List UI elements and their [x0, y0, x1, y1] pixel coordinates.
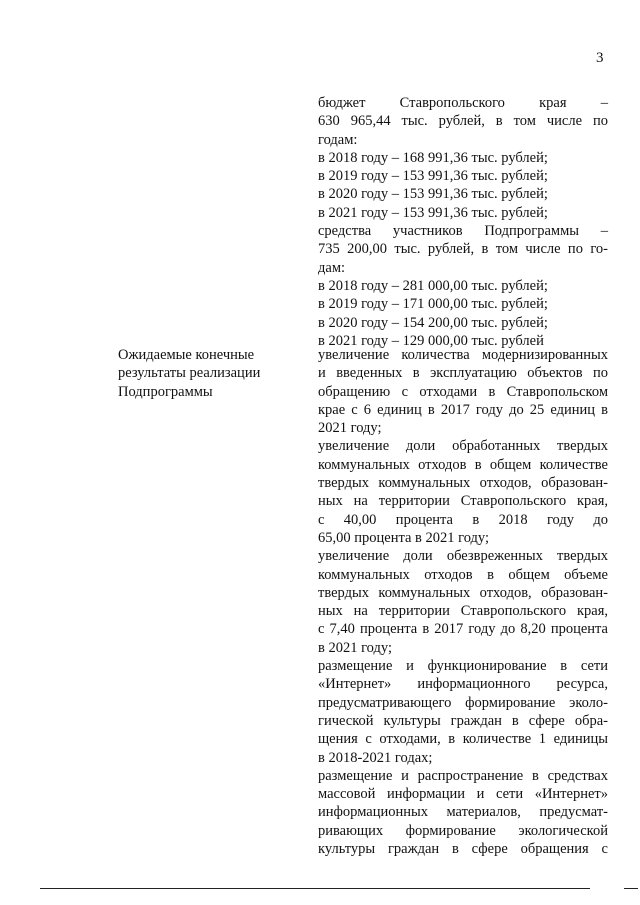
text-line: в 2021 году; — [318, 639, 392, 656]
text-line: в 2018 году – 168 991,36 тыс. рублей; — [318, 149, 548, 166]
text-line: с 40,00 процента в 2018 году до — [318, 511, 608, 528]
text-line: ривающих формирование экологической — [318, 822, 608, 839]
text-line: 735 200,00 тыс. рублей, в том числе по го- — [318, 241, 608, 258]
expected-results-label — [118, 346, 298, 401]
text-line: коммунальных отходов в общем объеме — [318, 566, 608, 583]
text-line: предусматривающего формирование эколо- — [318, 694, 608, 711]
text-line: с 7,40 процента в 2017 году до 8,20 процента — [318, 621, 608, 638]
text-line: в 2021 году – 129 000,00 тыс. рублей — [318, 332, 544, 349]
text-line: 65,00 процента в 2021 году; — [318, 529, 490, 546]
text-line: результаты реализации — [118, 365, 261, 382]
text-line: бюджет Ставропольского края – — [318, 95, 608, 111]
footer-rule — [40, 888, 590, 889]
text-line: Ожидаемые конечные — [118, 347, 255, 363]
text-line: в 2021 году – 153 991,36 тыс. рублей; — [318, 204, 548, 221]
text-line: увеличение доли обезвреженных твердых — [318, 548, 608, 565]
text-line: 2021 году; — [318, 420, 382, 437]
text-line: годам: — [318, 131, 358, 148]
text-line: твердых коммунальных отходов, образован- — [318, 584, 608, 601]
text-line: крае с 6 единиц в 2017 году до 25 единиц в — [318, 401, 608, 418]
text-line: гической культуры граждан в сфере обра- — [318, 712, 608, 729]
text-line: в 2019 году – 171 000,00 тыс. рублей; — [318, 296, 548, 313]
text-line: увеличение количества модернизированных — [318, 347, 608, 363]
text-line: твердых коммунальных отходов, образован- — [318, 475, 608, 492]
text-line: щения с отходами, в количестве 1 единицы — [318, 731, 608, 748]
text-line: в 2020 году – 154 200,00 тыс. рублей; — [318, 314, 548, 331]
text-line: средства участников Подпрограммы – — [318, 223, 608, 240]
text-line: и введенных в эксплуатацию объектов по — [318, 365, 608, 382]
page-number: 3 — [596, 50, 604, 66]
text-line: размещение и функционирование в сети — [318, 658, 608, 675]
text-line: увеличение доли обработанных твердых — [318, 438, 608, 455]
text-line: дам: — [318, 259, 346, 276]
text-line: в 2019 году – 153 991,36 тыс. рублей; — [318, 168, 548, 185]
text-line: культуры граждан в сфере обращения с — [318, 841, 608, 858]
text-line: «Интернет» информационного ресурса, — [318, 676, 608, 693]
text-line: размещение и распространение в средствах — [318, 767, 608, 784]
expected-results-text — [318, 346, 608, 858]
text-line: ных на территории Ставропольского края, — [318, 493, 608, 510]
text-line: 630 965,44 тыс. рублей, в том числе по — [318, 113, 608, 130]
text-line: массовой информации и сети «Интернет» — [318, 786, 608, 803]
text-line: ных на территории Ставропольского края, — [318, 603, 608, 620]
footer-tick — [624, 888, 638, 889]
text-line: в 2020 году – 153 991,36 тыс. рублей; — [318, 186, 548, 203]
text-line: в 2018 году – 281 000,00 тыс. рублей; — [318, 277, 548, 294]
text-line: информационных материалов, предусмат- — [318, 804, 608, 821]
text-line: Подпрограммы — [118, 383, 213, 400]
text-line: коммунальных отходов в общем количестве — [318, 456, 608, 473]
text-line: обращению с отходами в Ставропольском — [318, 383, 608, 400]
text-line: в 2018-2021 годах; — [318, 749, 433, 766]
financing-text — [318, 94, 608, 350]
